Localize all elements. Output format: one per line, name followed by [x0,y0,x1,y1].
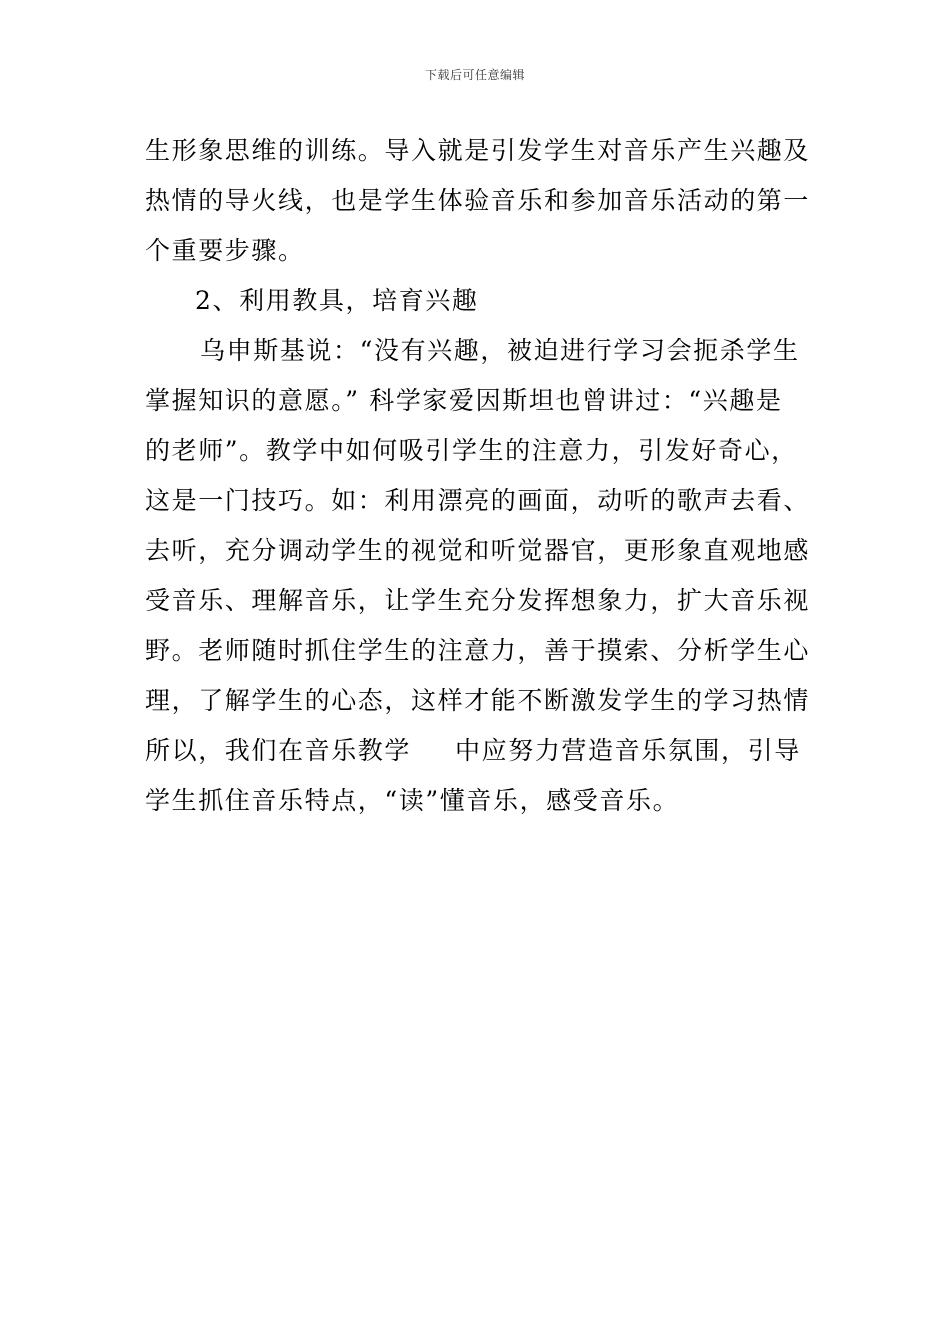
document-body [145,126,811,826]
paragraph-line: 受音乐、理解音乐，让学生充分发挥想象力，扩大音乐视 [145,586,811,615]
line-fragment: 中应努力营造音乐氛围，引导 [455,736,801,765]
paragraph-line: 乌申斯基说：“没有兴趣，被迫进行学习会扼杀学生 [200,336,800,365]
paragraph-line: 去听，充分调动学生的视觉和听觉器官，更形象直观地感 [145,536,811,565]
line-fragment: 所以，我们在音乐教学 [145,736,412,765]
paragraph-line: 生形象思维的训练。导入就是引发学生对音乐产生兴趣及 [145,136,811,165]
paragraph-line: 理，了解学生的心态，这样才能不断激发学生的学习热情 [145,686,811,715]
paragraph-line: 掌握知识的意愿。” 科学家爱因斯坦也曾讲过：“兴趣是 [145,386,783,415]
paragraph-line: 的老师”。教学中如何吸引学生的注意力，引发好奇心， [145,436,798,465]
section-heading: 2、利用教具，培育兴趣 [195,286,479,315]
paragraph-line [145,726,807,776]
paragraph-line: 野。老师随时抓住学生的注意力，善于摸索、分析学生心 [145,636,811,665]
paragraph-line: 这是一门技巧。如：利用漂亮的画面，动听的歌声去看、 [145,486,811,515]
paragraph-line: 热情的导火线，也是学生体验音乐和参加音乐活动的第一 [145,186,811,215]
page-header: 下载后可任意编辑 [424,68,525,82]
paragraph-line: 学生抓住音乐特点，“读”懂音乐，感受音乐。 [145,786,680,815]
paragraph-line: 个重要步骤。 [145,236,305,265]
